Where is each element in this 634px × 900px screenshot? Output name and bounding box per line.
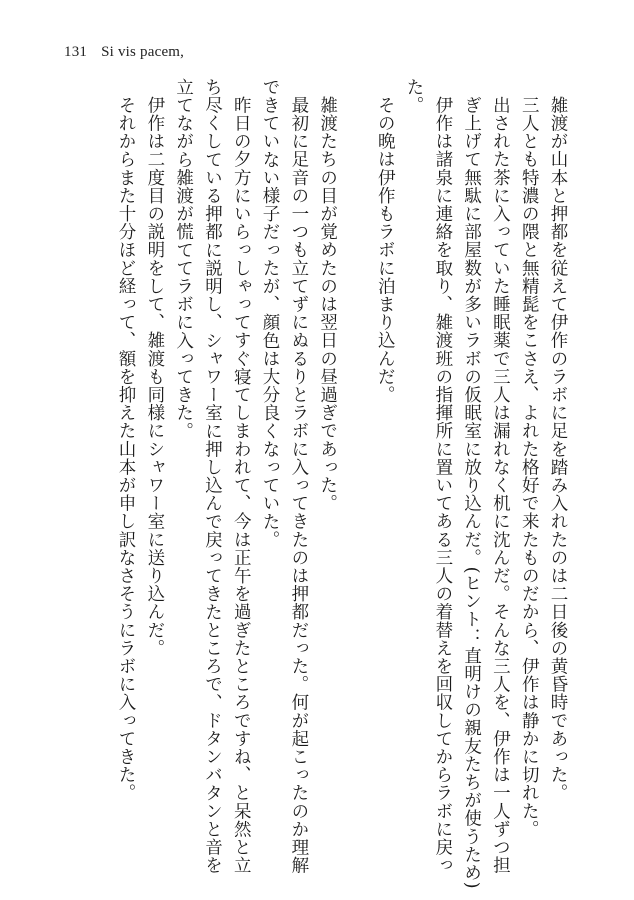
- vertical-body-text: [111, 78, 572, 889]
- text-line: 立てながら雑渡が慌ててラボに入ってきた。: [173, 78, 194, 440]
- page-number: 131: [64, 44, 88, 60]
- text-line: 雑渡が山本と押都を従えて伊作のラボに足を踏み入れたのは二日後の黄昏時であった。: [548, 95, 568, 802]
- text-line: 伊作は諸泉に連絡を取り、雑渡班の指揮所に置いてある三人の着替えを回収してからラボに戻っ: [432, 95, 453, 874]
- text-line: 最初に足音の一つも立てずにぬるりとラボに入ってきたのは押都だった。何が起こったのか理解: [288, 95, 309, 874]
- text-line: た。: [404, 78, 425, 115]
- text-line: ぎ上げて無駄に部屋数が多いラボの仮眠室に放り込んだ。(ヒント：直明けの親友たちが使うため): [461, 95, 482, 889]
- text-line: 昨日の夕方にいらっしゃってすぐ寝てしまわれて、今は正午を過ぎたところですね、と呆然と立: [231, 95, 252, 874]
- book-title: Si vis pacem,: [101, 44, 185, 60]
- blank-line: [342, 78, 371, 868]
- text-line: できていない様子だったが、顔色は大分良くなっていた。: [260, 78, 281, 549]
- text-line: 三人とも特濃の隈と無精髭をこさえ、よれた格好で来たものだから、伊作は静かに切れた。: [519, 95, 540, 838]
- text-line: 雑渡たちの目が覚めたのは翌日の昼過ぎであった。: [317, 95, 338, 512]
- text-line: それからまた十分ほど経って、額を抑えた山本が申し訳なさそうにラボに入ってきた。: [116, 95, 137, 802]
- text-line: 伊作は二度目の説明をして、雑渡も同様にシャワー室に送り込んだ。: [144, 95, 165, 657]
- text-line: その晩は伊作もラボに泊まり込んだ。: [375, 95, 396, 404]
- text-line: ち尽くしている押都に説明し、シャワー室に押し込んで戻ってきたところで、ドタンバタンと音を: [202, 78, 223, 875]
- running-head: [64, 44, 184, 61]
- text-line: 出された茶に入っていた睡眠薬で三人は漏れなく机に沈んだ。そんな三人を、伊作は一人ずつ担: [490, 95, 511, 874]
